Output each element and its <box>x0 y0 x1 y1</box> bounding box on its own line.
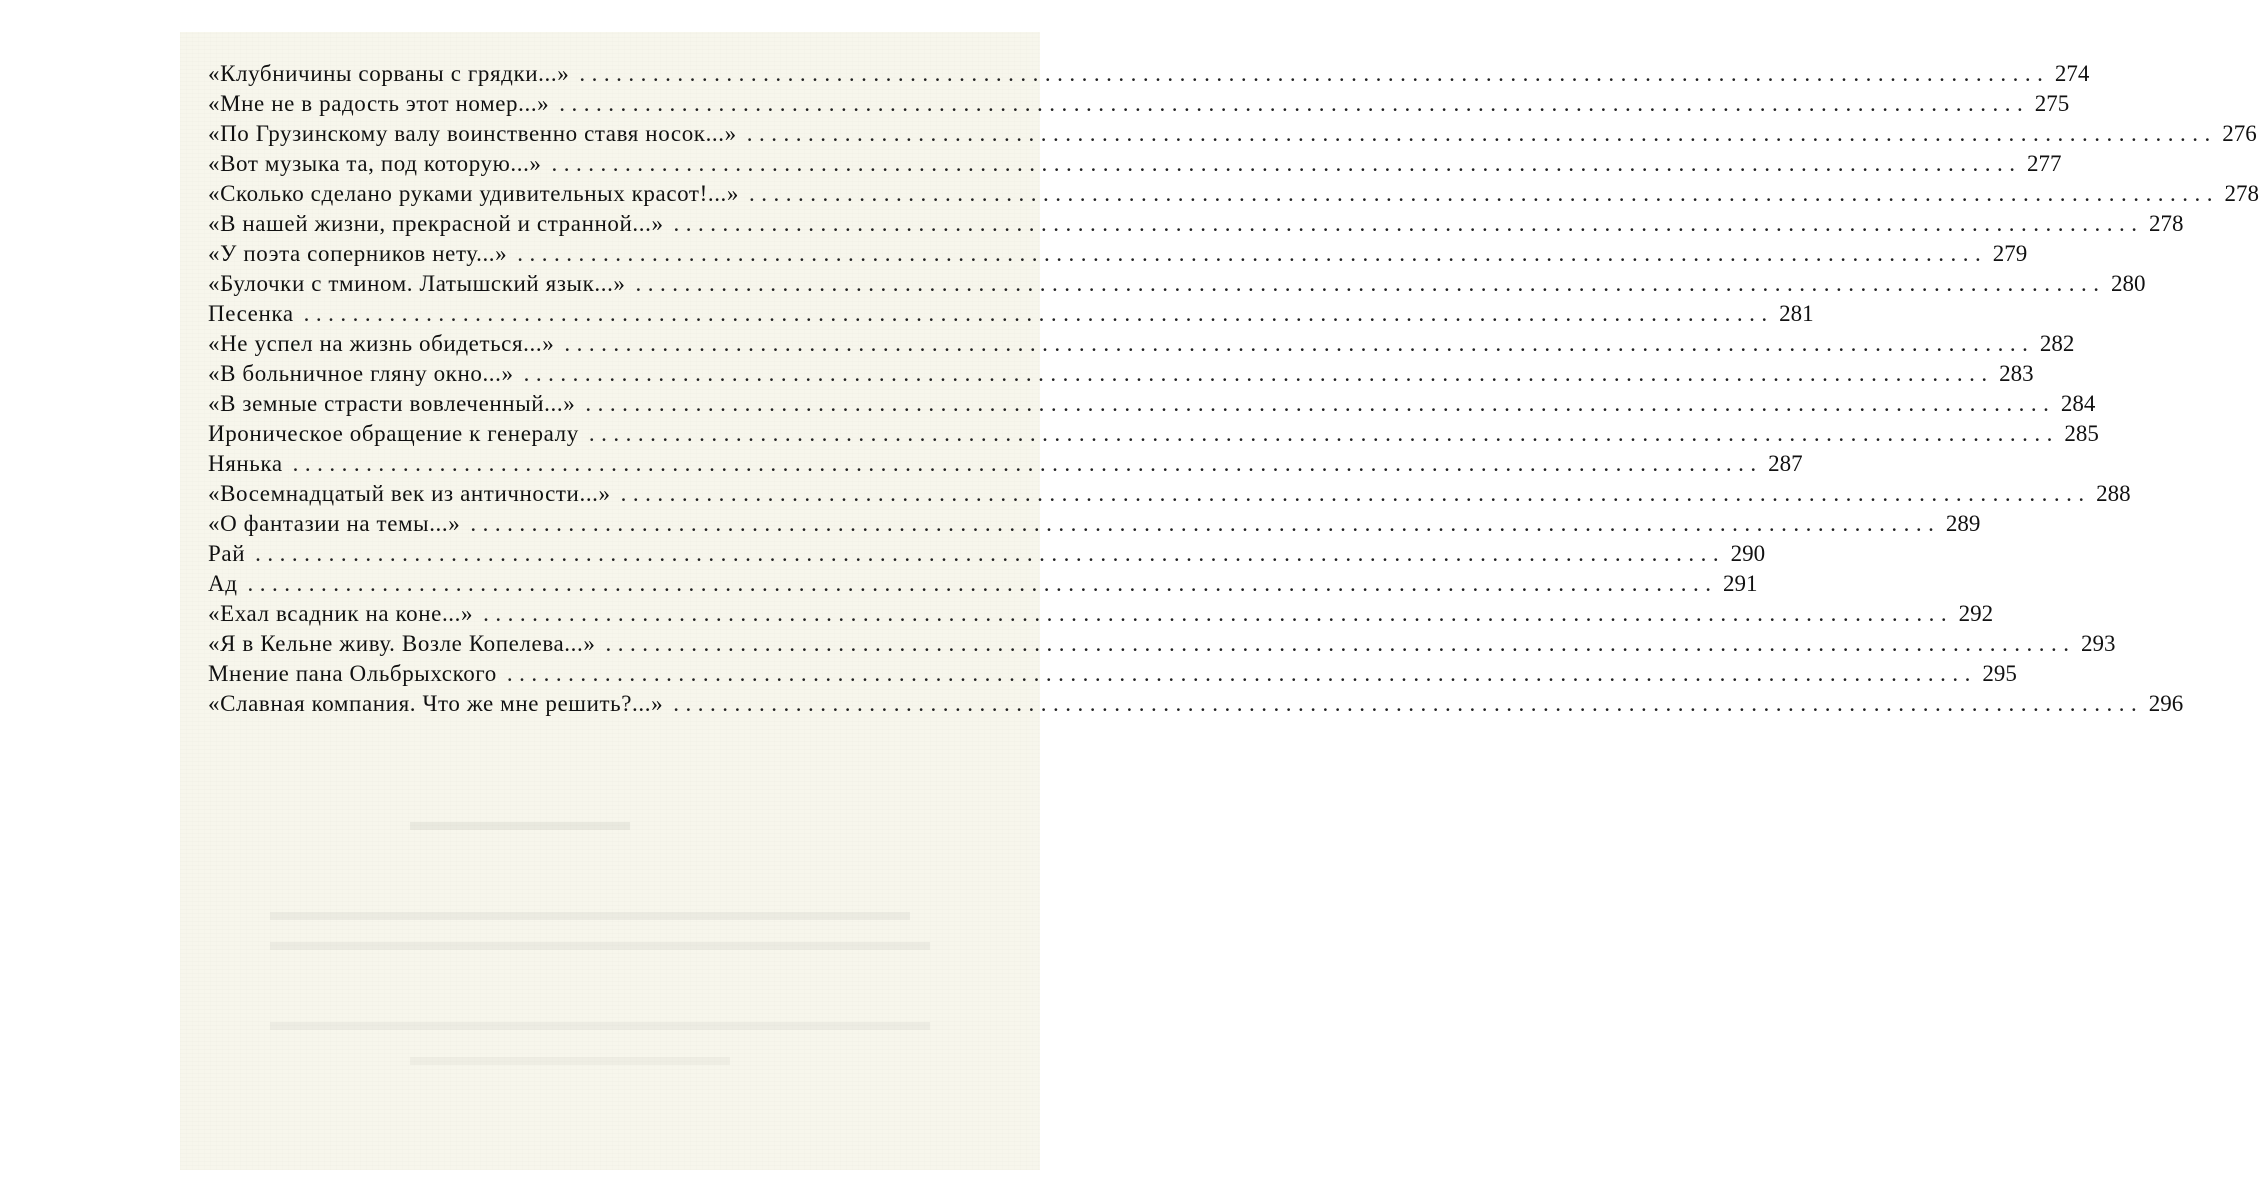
toc-entry <box>208 329 2075 359</box>
toc-entry-page: 290 <box>1730 541 1766 566</box>
toc-entry-title: «Сколько сделано руками удивительных красот!...» <box>208 181 739 206</box>
toc-entry-page: 278 <box>2149 211 2184 236</box>
toc-dot-leader: ........................................................................................................................ <box>635 271 2106 296</box>
toc-entry-page: 279 <box>1992 241 2028 266</box>
toc-dot-leader: ........................................................................................................................ <box>749 181 2219 206</box>
toc-entry <box>208 659 2017 689</box>
toc-entry-page: 287 <box>1768 451 1803 476</box>
toc-dot-leader: ........................................................................................................................ <box>292 451 1763 476</box>
toc-dot-leader: ........................................................................................................................ <box>673 211 2144 236</box>
toc-entry-title: «Славная компания. Что же мне решить?...» <box>208 691 664 716</box>
toc-dot-leader: ........................................................................................................................ <box>517 241 1988 266</box>
toc-entry <box>208 419 2099 449</box>
toc-dot-leader: ........................................................................................................................ <box>746 121 2217 146</box>
toc-entry-title: «В нашей жизни, прекрасной и странной...» <box>208 211 664 236</box>
toc-entry-title: «Не успел на жизнь обидеться...» <box>208 331 555 356</box>
toc-entry-page: 292 <box>1958 601 1994 626</box>
toc-dot-leader: ........................................................................................................................ <box>551 151 2022 176</box>
toc-dot-leader: ........................................................................................................................ <box>585 391 2056 416</box>
toc-entry-page: 275 <box>2034 91 2070 116</box>
toc-entry-title: «В земные страсти вовлеченный...» <box>208 391 576 416</box>
toc-entry-page: 296 <box>2148 691 2184 716</box>
toc-entry-title: «Булочки с тмином. Латышский язык...» <box>208 271 626 296</box>
toc-entry-title: Рай <box>208 541 246 566</box>
show-through-mark <box>270 942 930 950</box>
toc-entry <box>208 629 2116 659</box>
toc-dot-leader: ........................................................................................................................ <box>579 61 2050 86</box>
toc-entry <box>208 119 2257 149</box>
toc-entry-title: Мнение пана Ольбрыхского <box>208 661 497 686</box>
toc-entry-page: 274 <box>2054 61 2090 86</box>
toc-entry-page: 289 <box>1945 511 1981 536</box>
toc-entry-title: «Ехал всадник на коне...» <box>208 601 474 626</box>
toc-entry-page: 278 <box>2224 181 2259 206</box>
toc-dot-leader: ........................................................................................................................ <box>673 691 2144 716</box>
toc-entry <box>208 359 2034 389</box>
toc-dot-leader: ........................................................................................................................ <box>620 481 2091 506</box>
toc-entry <box>208 689 2184 719</box>
toc-entry <box>208 89 2070 119</box>
toc-entry-title: «В больничное гляну окно...» <box>208 361 514 386</box>
toc-entry-title: Песенка <box>208 301 294 326</box>
toc-entry <box>208 479 2131 509</box>
toc-entry-page: 282 <box>2039 331 2075 356</box>
toc-entry <box>208 449 1803 479</box>
toc-entry <box>208 209 2184 239</box>
toc-entry <box>208 599 1994 629</box>
toc-entry <box>208 539 1766 569</box>
toc-entry <box>208 299 1814 329</box>
toc-entry <box>208 179 2259 209</box>
toc-entry-title: «У поэта соперников нету...» <box>208 241 508 266</box>
toc-entry-page: 284 <box>2060 391 2096 416</box>
toc-entry <box>208 59 2090 89</box>
show-through-mark <box>270 1022 930 1030</box>
toc-entry-page: 276 <box>2222 121 2257 146</box>
toc-entry-page: 277 <box>2027 151 2062 176</box>
toc-entry-title: «Клубничины сорваны с грядки...» <box>208 61 570 86</box>
toc-entry <box>208 509 1981 539</box>
toc-dot-leader: ........................................................................................................................ <box>470 511 1941 536</box>
toc-entry-title: «О фантазии на темы...» <box>208 511 461 536</box>
toc-dot-leader: ........................................................................................................................ <box>303 301 1774 326</box>
toc-entry-page: 295 <box>1982 661 2017 686</box>
show-through-mark <box>410 1057 730 1065</box>
toc-entry-page: 293 <box>2080 631 2116 656</box>
toc-dot-leader: ........................................................................................................................ <box>255 541 1726 566</box>
table-of-contents <box>208 59 2259 719</box>
toc-dot-leader: ........................................................................................................................ <box>564 331 2035 356</box>
toc-entry-title: «Вот музыка та, под которую...» <box>208 151 542 176</box>
toc-dot-leader: ........................................................................................................................ <box>506 661 1977 686</box>
toc-dot-leader: ........................................................................................................................ <box>559 91 2030 116</box>
toc-dot-leader: ........................................................................................................................ <box>483 601 1954 626</box>
toc-entry-page: 280 <box>2111 271 2146 296</box>
toc-entry-page: 291 <box>1723 571 1758 596</box>
toc-entry-title: «Я в Кельне живу. Возле Копелева...» <box>208 631 596 656</box>
toc-entry <box>208 149 2062 179</box>
toc-dot-leader: ........................................................................................................................ <box>247 571 1718 596</box>
toc-dot-leader: ........................................................................................................................ <box>605 631 2076 656</box>
toc-entry-page: 288 <box>2096 481 2131 506</box>
toc-entry <box>208 389 2096 419</box>
show-through-mark <box>270 912 910 920</box>
toc-entry-title: «Восемнадцатый век из античности...» <box>208 481 611 506</box>
toc-entry <box>208 269 2146 299</box>
toc-entry <box>208 569 1758 599</box>
toc-entry-title: «Мне не в радость этот номер...» <box>208 91 550 116</box>
toc-entry-page: 283 <box>1999 361 2034 386</box>
show-through-mark <box>410 822 630 830</box>
toc-entry-title: Ад <box>208 571 238 596</box>
toc-dot-leader: ........................................................................................................................ <box>588 421 2059 446</box>
book-page <box>180 32 2259 1170</box>
toc-entry-title: «По Грузинскому валу воинственно ставя носок...» <box>208 121 737 146</box>
toc-entry-page: 281 <box>1779 301 1814 326</box>
toc-entry-title: Нянька <box>208 451 283 476</box>
toc-dot-leader: ........................................................................................................................ <box>523 361 1994 386</box>
toc-entry-page: 285 <box>2064 421 2099 446</box>
toc-entry-title: Ироническое обращение к генералу <box>208 421 579 446</box>
toc-entry <box>208 239 2028 269</box>
